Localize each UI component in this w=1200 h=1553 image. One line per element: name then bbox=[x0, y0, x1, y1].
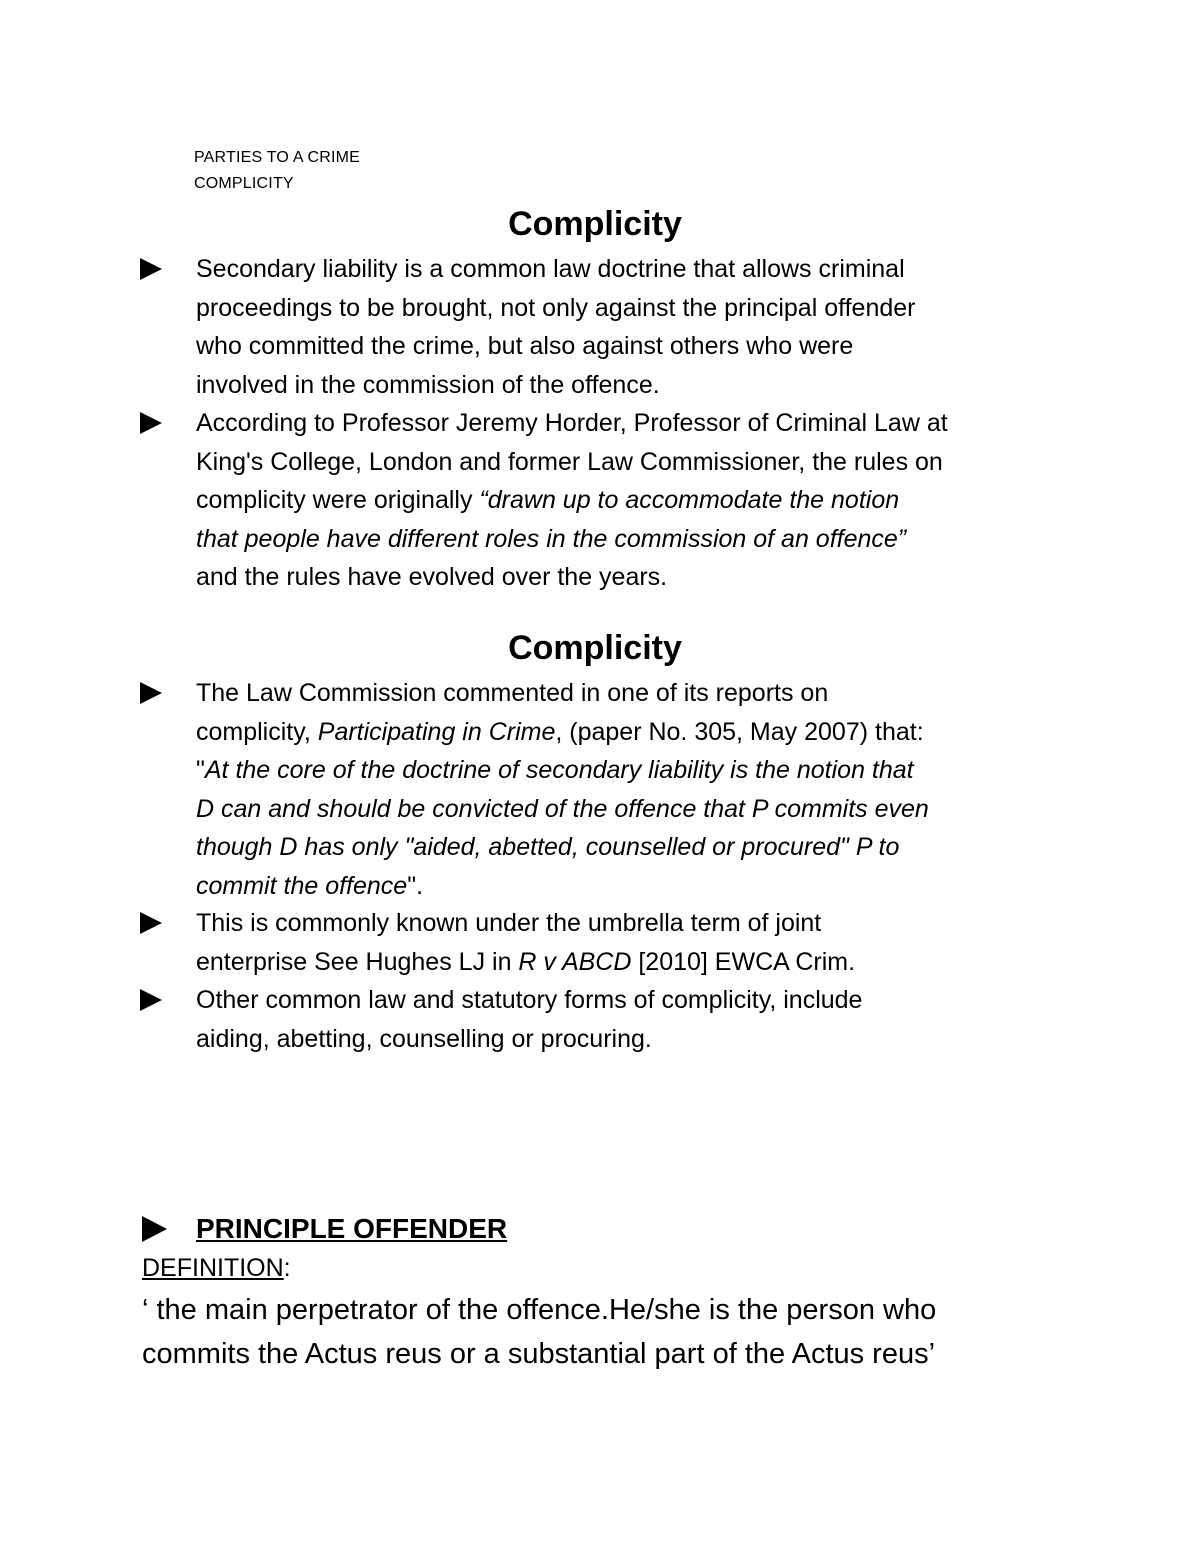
definition-text: ‘ the main perpetrator of the offence.He/she is the person who commits the Actus reus or a substantial part of the Actus reus’ bbox=[142, 1294, 937, 1370]
section-1-title: Complicity bbox=[508, 205, 682, 243]
definition-colon: : bbox=[283, 1254, 291, 1282]
italic-quote-text: Participating in Crime bbox=[317, 717, 556, 746]
body-text: Secondary liability is a common law doctrine that allows criminal proceedings to be brought, not only against the principal offender who committed the crime, but also against others who were involved in the commission of the offence. bbox=[196, 255, 916, 399]
body-text: The Law Commission commented in one of its reports on complicity, bbox=[196, 679, 829, 746]
italic-quote-text: “drawn up to accommodate the notion that people have different roles in the commission of an offence” bbox=[196, 486, 907, 553]
bullet-text bbox=[196, 674, 1076, 905]
bullet-text bbox=[196, 404, 1076, 597]
body-text: , (paper No. 305, May 2007) that: " bbox=[196, 717, 924, 784]
arrow-bullet-icon bbox=[140, 912, 162, 934]
bullet-text bbox=[196, 250, 1076, 404]
bullet-text bbox=[196, 904, 1076, 981]
body-text: and the rules have evolved over the years. bbox=[196, 563, 668, 591]
arrow-bullet-icon bbox=[140, 412, 162, 434]
arrow-bullet-icon bbox=[140, 682, 162, 704]
bullet-text bbox=[196, 981, 1076, 1058]
definition-label-text: DEFINITION bbox=[142, 1254, 284, 1282]
body-text: Other common law and statutory forms of complicity, include aiding, abetting, counselling or procuring. bbox=[196, 986, 863, 1053]
arrow-bullet-icon bbox=[140, 258, 162, 280]
italic-quote-text: At the core of the doctrine of secondary liability is the notion that D can and should be convicted of the offence that P commits even though D has only "aided, abetted, counselled or procured" P to commit the offence bbox=[196, 756, 929, 900]
body-text: [2010] EWCA Crim. bbox=[631, 947, 856, 976]
section-2-title: Complicity bbox=[508, 629, 682, 667]
definition-label bbox=[142, 1252, 291, 1284]
principle-offender-heading: PRINCIPLE OFFENDER bbox=[196, 1213, 508, 1244]
header-line-1: PARTIES TO A CRIME bbox=[194, 149, 361, 166]
body-text: According to Professor Jeremy Horder, Professor of Criminal Law at King's College, London and former Law Commissioner, the rules on complicity were originally bbox=[196, 409, 948, 514]
italic-quote-text: R v ABCD bbox=[518, 947, 632, 976]
arrow-bullet-icon bbox=[142, 1216, 167, 1242]
arrow-bullet-icon bbox=[140, 989, 162, 1011]
body-text: This is commonly known under the umbrella term of joint enterprise See Hughes LJ in bbox=[196, 909, 822, 976]
body-text: ". bbox=[407, 871, 424, 900]
header-line-2: COMPLICITY bbox=[194, 175, 294, 192]
